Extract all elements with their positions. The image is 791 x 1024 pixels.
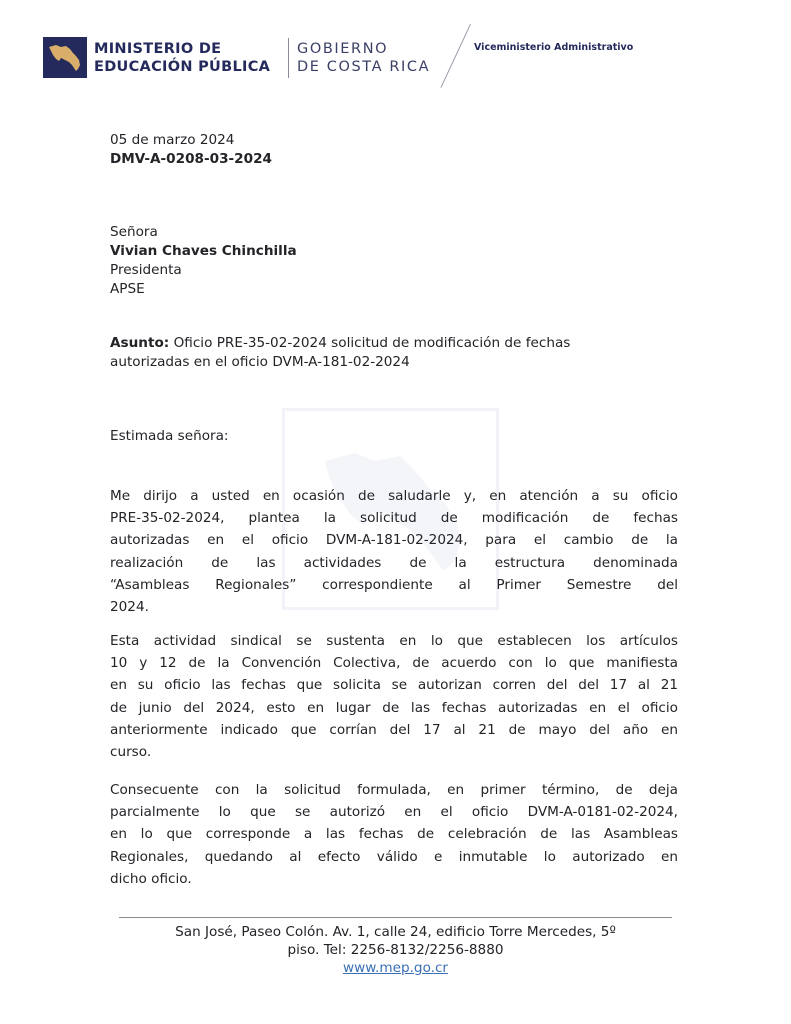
- subject-text-1: Oficio PRE-35-02-2024 solicitud de modificación de fechas: [169, 335, 571, 351]
- paragraph-line: de junio del 2024, esto en lugar de las fechas autorizadas en el oficio: [110, 699, 678, 716]
- letter-reference: DMV-A-0208-03-2024: [110, 151, 273, 167]
- paragraph-line: parcialmente lo que se autorizó en el oficio DVM-A-0181-02-2024,: [110, 804, 678, 821]
- paragraph-line: 2024.: [110, 599, 149, 616]
- paragraph-line: Me dirijo a usted en ocasión de saludarle y, en atención a su oficio: [110, 488, 678, 504]
- paragraph-line: anteriormente indicado que corrían del 17 al 21 de mayo del año en: [110, 721, 678, 738]
- recipient-organization: APSE: [110, 281, 145, 297]
- greeting: Estimada señora:: [110, 428, 229, 444]
- ministry-name: [94, 40, 270, 76]
- paragraph-line: Consecuente con la solicitud formulada, en primer término, de deja: [110, 782, 678, 798]
- paragraph-line: PRE-35-02-2024, plantea la solicitud de modificación de fechas: [110, 510, 678, 527]
- header-divider: [288, 38, 289, 78]
- paragraph-line: autorizadas en el oficio DVM-A-181-02-2024, para el cambio de la: [110, 532, 678, 549]
- subject-line-1: [110, 335, 570, 351]
- paragraph-line: Regionales, quedando al efecto válido e inmutable lo autorizado en: [110, 848, 678, 865]
- ministry-line-2: EDUCACIÓN PÚBLICA: [94, 59, 271, 75]
- paragraph-line: Esta actividad sindical se sustenta en lo que establecen los artículos: [110, 633, 678, 649]
- paragraph-line: realización de las actividades de la estructura denominada: [110, 554, 678, 571]
- government-name: [297, 40, 430, 76]
- gov-line-2: DE COSTA RICA: [297, 59, 431, 75]
- subject-label: Asunto:: [110, 335, 170, 351]
- paragraph-2: [110, 630, 678, 763]
- letterhead: [0, 0, 791, 110]
- website-link[interactable]: www.mep.go.cr: [342, 960, 449, 976]
- gov-line-1: GOBIERNO: [297, 41, 389, 57]
- footer-divider: [119, 917, 672, 918]
- paragraph-line: “Asambleas Regionales” correspondiente al Primer Semestre del: [110, 576, 678, 593]
- recipient-title: Señora: [110, 224, 158, 240]
- footer-address-line-1: San José, Paseo Colón. Av. 1, calle 24, edificio Torre Mercedes, 5º: [175, 924, 616, 940]
- paragraph-line: curso.: [110, 744, 152, 761]
- header-slash-divider: [440, 24, 470, 88]
- letter-date: 05 de marzo 2024: [110, 132, 235, 148]
- paragraph-line: en lo que corresponde a las fechas de celebración de las Asambleas: [110, 826, 678, 843]
- mep-logo: [43, 37, 87, 78]
- footer-address-line-2: piso. Tel: 2256-8132/2256-8880: [287, 942, 504, 958]
- recipient-position: Presidenta: [110, 262, 182, 278]
- paragraph-line: en su oficio las fechas que solicita se autorizan corren del del 17 al 21: [110, 677, 678, 694]
- ministry-line-1: MINISTERIO DE: [94, 41, 222, 57]
- recipient-name: Vivian Chaves Chinchilla: [110, 243, 297, 259]
- department-name: Viceministerio Administrativo: [474, 42, 634, 53]
- paragraph-line: 10 y 12 de la Convención Colectiva, de acuerdo con lo que manifiesta: [110, 655, 678, 672]
- paragraph-3: [110, 779, 678, 890]
- paragraph-1: [110, 485, 678, 618]
- costa-rica-map-icon: [46, 41, 84, 74]
- subject-line-2: autorizadas en el oficio DVM-A-181-02-2024: [110, 354, 410, 370]
- paragraph-line: dicho oficio.: [110, 870, 192, 887]
